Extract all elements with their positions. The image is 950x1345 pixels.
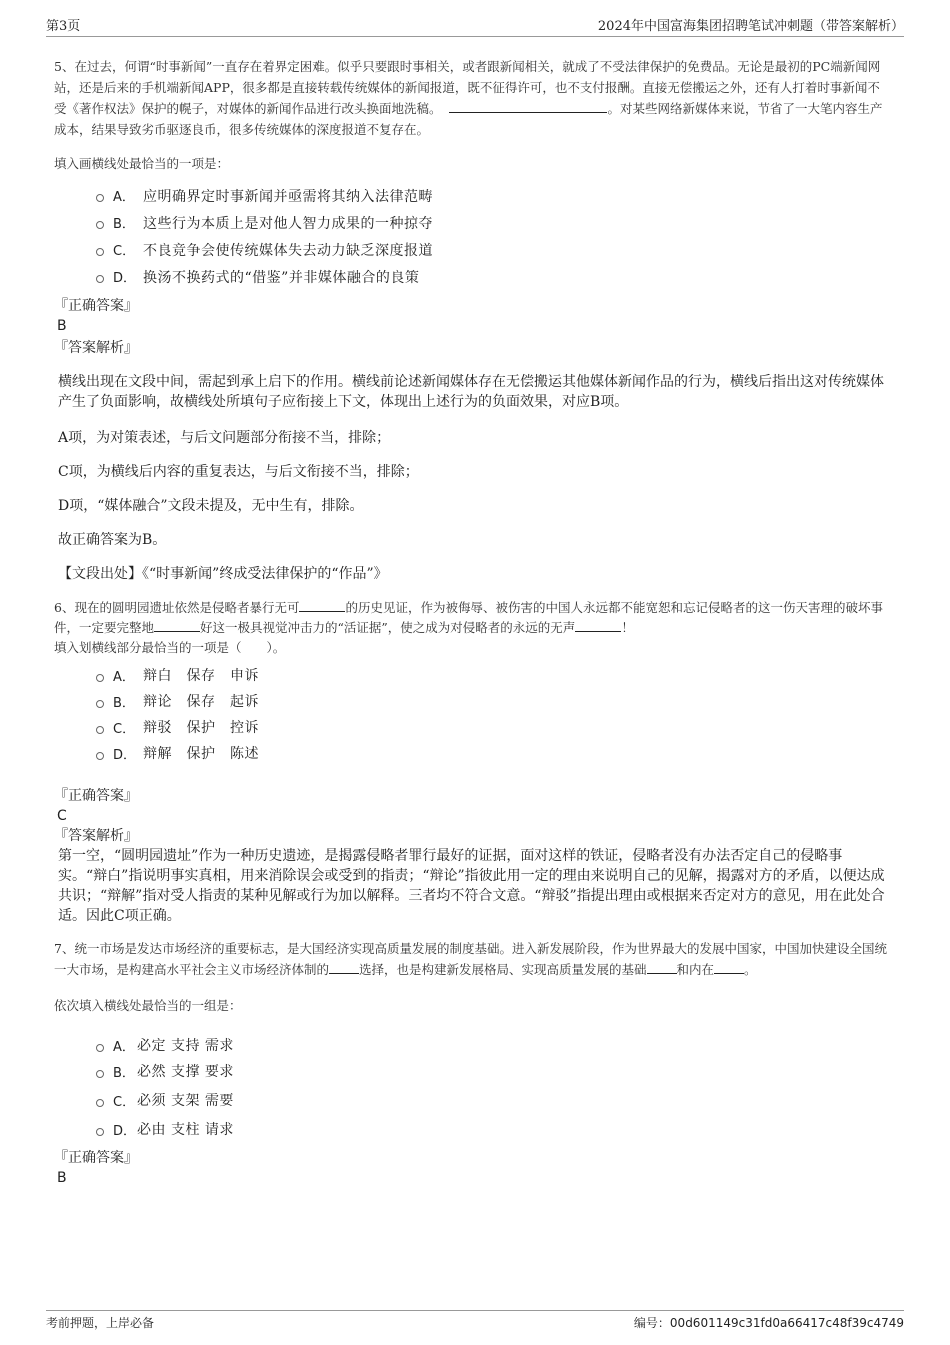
footer-slogan: 考前押题，上岸必备 — [46, 1316, 155, 1330]
question-stem: 5、在过去，何谓“时事新闻”一直存在着界定困难。似乎只要跟时事相关，或者跟新闻相关，就成了不受法律保护的免费品。无论是最初的PC端新闻网站，还是后来的手机端新闻APP，很多都是直接转载传统媒体的新闻报道，既不征得许可，也不支付报酬。直接无偿搬运之外，还有人打着时事新闻不受《著作权法》保护的幌子，对媒体的新闻作品进行改头换面地洗稿。 。对某些网络新媒体来说，节省了一大笔内容生产成本，结果导致劣币驱逐良币，很多传统媒体的深度报道不复存在。 — [54, 59, 883, 137]
option-c[interactable]: C． 必须 支架 需要 — [96, 1084, 890, 1116]
analysis-paragraph: A项，为对策表述，与后文问题部分衔接不当，排除； — [58, 430, 391, 446]
analysis-label: 『答案解析』 — [54, 828, 138, 844]
radio-icon[interactable] — [96, 1044, 104, 1052]
fill-blank — [714, 962, 744, 974]
option-list — [54, 662, 890, 766]
fill-blank — [154, 620, 200, 632]
option-d[interactable]: D． 换汤不换药式的“借鉴”并非媒体融合的良策 — [96, 263, 890, 290]
analysis-paragraph: 故正确答案为B。 — [58, 532, 167, 548]
correct-answer: B — [57, 318, 67, 334]
option-d[interactable]: D． 必由 支柱 请求 — [96, 1116, 890, 1142]
question-7 — [54, 938, 890, 1188]
radio-icon[interactable] — [96, 275, 104, 283]
radio-icon[interactable] — [96, 194, 104, 202]
option-d[interactable]: D． 辩解 保护 陈述 — [96, 740, 890, 766]
analysis-paragraph: 第一空，“圆明园遗址”作为一种历史遗迹，是揭露侵略者罪行最好的证据，面对这样的铁证，侵略者没有办法否定自己的侵略事实。“辩白”指说明事实真相，用来消除误会或受到的指责；“辩论”指彼此用一定的理由来说明自己的见解，揭露对方的矛盾，以便达成共识；“辩解”指对受人指责的某种见解或行为加以解释。三者均不符合文意。“辩驳”指提出理由或根据来否定对方的意见，用在此处合适。因此C项正确。 — [58, 848, 885, 924]
radio-icon[interactable] — [96, 1099, 104, 1107]
option-list — [54, 1032, 890, 1142]
fill-blank — [299, 600, 345, 612]
option-list — [54, 182, 890, 290]
radio-icon[interactable] — [96, 752, 104, 760]
answer-label: 『正确答案』 — [54, 788, 138, 804]
option-b[interactable]: B． 这些行为本质上是对他人智力成果的一种掠夺 — [96, 209, 890, 236]
question-prompt: 填入画横线处最恰当的一项是： — [54, 156, 230, 171]
option-a[interactable]: A． 应明确界定时事新闻并亟需将其纳入法律范畴 — [96, 182, 890, 209]
page-header — [46, 12, 904, 37]
radio-icon[interactable] — [96, 700, 104, 708]
fill-blank — [329, 962, 359, 974]
question-5 — [54, 56, 890, 584]
correct-answer: C — [57, 808, 67, 824]
option-b[interactable]: B． 辩论 保存 起诉 — [96, 688, 890, 714]
option-c[interactable]: C． 辩驳 保护 控诉 — [96, 714, 890, 740]
page-number: 第3页 — [46, 19, 81, 34]
answer-label: 『正确答案』 — [54, 298, 138, 314]
option-a[interactable]: A． 辩白 保存 申诉 — [96, 662, 890, 688]
radio-icon[interactable] — [96, 1128, 104, 1136]
document-body — [54, 56, 890, 1188]
radio-icon[interactable] — [96, 674, 104, 682]
question-6 — [54, 598, 890, 926]
radio-icon[interactable] — [96, 221, 104, 229]
question-stem: 6、现在的圆明园遗址依然是侵略者暴行无可 的历史见证，作为被侮辱、被伤害的中国人永远都不能宽恕和忘记侵略者的这一伤天害理的破坏事件，一定要完整地 好这一极具视觉冲击力的“活证据”，使之成为对侵略者的永远的无声 ！ — [54, 600, 883, 635]
analysis-paragraph: 横线出现在文段中间，需起到承上启下的作用。横线前论述新闻媒体存在无偿搬运其他媒体新闻作品的行为，横线后指出这对传统媒体产生了负面影响，故横线处所填句子应衔接上下文，体现出上述行为的负面效果，对应B项。 — [58, 374, 884, 410]
source-citation: 【文段出处】《“时事新闻”终成受法律保护的“作品”》 — [58, 566, 388, 582]
correct-answer: B — [57, 1170, 67, 1186]
radio-icon[interactable] — [96, 248, 104, 256]
option-c[interactable]: C． 不良竞争会使传统媒体失去动力缺乏深度报道 — [96, 236, 890, 263]
radio-icon[interactable] — [96, 1070, 104, 1078]
page-footer — [46, 1310, 904, 1338]
radio-icon[interactable] — [96, 726, 104, 734]
answer-label: 『正确答案』 — [54, 1150, 138, 1166]
fill-blank — [449, 100, 607, 113]
question-prompt: 填入划横线部分最恰当的一项是（ ）。 — [54, 640, 286, 655]
option-a[interactable]: A． 必定 支持 需求 — [96, 1032, 890, 1058]
option-b[interactable]: B． 必然 支撑 要求 — [96, 1058, 890, 1084]
analysis-paragraph: D项，“媒体融合”文段未提及，无中生有，排除。 — [58, 498, 364, 514]
document-id: 编号：00d601149c31fd0a66417c48f39c4749 — [633, 1316, 904, 1330]
analysis-paragraph: C项，为横线后内容的重复表达，与后文衔接不当，排除； — [58, 464, 419, 480]
document-title: 2024年中国富海集团招聘笔试冲刺题（带答案解析） — [597, 19, 904, 34]
analysis-label: 『答案解析』 — [54, 340, 138, 356]
question-prompt: 依次填入横线处最恰当的一组是： — [54, 998, 242, 1013]
question-stem: 7、统一市场是发达市场经济的重要标志，是大国经济实现高质量发展的制度基础。进入新发展阶段，作为世界最大的发展中国家，中国加快建设全国统一大市场，是构建高水平社会主义市场经济体制的 选择，也是构建新发展格局、实现高质量发展的基础 和内在 。 — [54, 941, 887, 977]
fill-blank — [647, 962, 677, 974]
fill-blank — [575, 620, 621, 632]
